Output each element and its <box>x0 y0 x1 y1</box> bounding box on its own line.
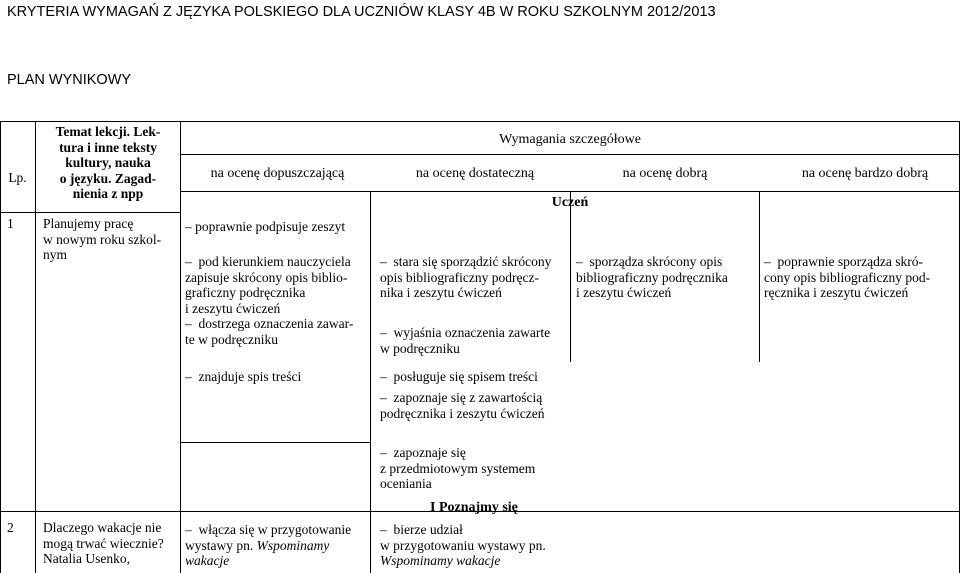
requirement-text: zapisuje skrócony opis biblio- <box>185 269 348 285</box>
requirement-item: – poprawnie sporządza skró- cony opis bibliograficzny pod- ręcznika i zeszytu ćwiczeń <box>764 254 958 301</box>
lesson-topic <box>43 520 179 567</box>
exhibition-title: wakacje <box>185 553 230 568</box>
requirement-item: – pod kierunkiem nauczyciela zapisuje skrócony opis biblio- graficzny podręcznika i zeszytu ćwiczeń – dostrzega oznaczenia zawar- te w podręczniku <box>185 254 368 347</box>
lesson-topic <box>43 216 179 263</box>
requirement-text: wyjaśnia oznaczenia zawarte <box>393 325 551 340</box>
section-heading: I Poznajmy się <box>430 500 518 515</box>
requirement-item: – znajduje spis treści <box>185 369 302 384</box>
requirement-text: stara się sporządzić skrócony <box>393 254 552 269</box>
requirement-item: – poprawnie podpisuje zeszyt <box>185 219 346 234</box>
grade-dobra: na ocenę dobrą <box>622 166 708 181</box>
requirement-item: – zapoznaje się z przedmiotowym systemem oceniania <box>380 445 568 492</box>
rule <box>759 191 760 362</box>
topic-header <box>36 124 180 202</box>
rule <box>370 191 371 573</box>
plan-heading: PLAN WYNIKOWY <box>7 72 132 88</box>
requirement-text: podręcznika i zeszytu ćwiczeń <box>380 405 545 421</box>
requirement-text: dostrzega oznaczenia zawar- <box>198 316 354 331</box>
requirement-text: bierze udział <box>393 522 463 537</box>
requirement-text: opis bibliograficzny podręcz- <box>380 269 539 285</box>
rule <box>180 442 370 443</box>
rule <box>180 154 960 155</box>
grade-dopuszczajaca: na ocenę dopuszczającą <box>210 166 345 181</box>
requirement-item: – sporządza skrócony opis bibliograficzny podręcznika i zeszytu ćwiczeń <box>576 254 756 301</box>
requirements-header: Wymagania szczegółowe <box>499 132 641 147</box>
lesson-topic-line: w nowym roku szkol- <box>43 231 162 247</box>
requirement-text: wystawy pn. <box>185 537 257 553</box>
exhibition-title: Wspominamy wakacje <box>380 553 501 568</box>
requirement-text: zapoznaje się <box>393 445 466 460</box>
rule <box>570 191 571 362</box>
requirement-text: w podręczniku <box>380 340 460 356</box>
requirement-text: bibliograficzny podręcznika <box>576 269 728 285</box>
topic-header-line: Temat lekcji. Lek- <box>55 124 161 139</box>
lesson-topic-line: Dlaczego wakacje nie <box>43 520 162 535</box>
lp-header: Lp. <box>8 170 27 185</box>
topic-header-line: kultury, nauka <box>65 155 151 170</box>
row-number: 2 <box>7 520 14 535</box>
requirement-text: oceniania <box>380 476 432 491</box>
row-number: 1 <box>7 216 14 231</box>
requirement-text: te w podręczniku <box>185 331 278 347</box>
exhibition-title: Wspominamy <box>256 537 330 553</box>
requirement-text: znajduje spis treści <box>198 369 302 384</box>
lesson-topic-line: nym <box>43 247 68 262</box>
rule <box>0 121 1 573</box>
topic-header-line: nienia z npp <box>72 186 144 201</box>
requirement-text: i zeszytu ćwiczeń <box>185 300 281 316</box>
lesson-topic-line: Natalia Usenko, <box>43 551 130 566</box>
lesson-topic-line: Planujemy pracę <box>43 216 134 231</box>
requirement-text: w przygotowaniu wystawy pn. <box>380 537 546 553</box>
requirement-text: poprawnie podpisuje zeszyt <box>195 219 346 234</box>
requirement-text: z przedmiotowym systemem <box>380 460 536 476</box>
requirement-text: poprawnie sporządza skró- <box>777 254 923 269</box>
requirement-item: – włącza się w przygotowanie wystawy pn. Wspominamy wakacje <box>185 522 368 569</box>
topic-header-line: o języku. Zagad- <box>59 170 157 186</box>
grade-bardzo-dobra: na ocenę bardzo dobrą <box>801 166 929 181</box>
topic-header-line: tura i inne teksty <box>59 139 157 155</box>
requirement-item: – stara się sporządzić skrócony opis bibliograficzny podręcz- nika i zeszytu ćwiczeń <box>380 254 568 301</box>
requirement-text: pod kierunkiem nauczyciela <box>198 254 351 269</box>
rule <box>180 121 181 573</box>
requirement-text: nika i zeszytu ćwiczeń <box>380 285 502 300</box>
requirement-text: włącza się w przygotowanie <box>198 522 352 537</box>
requirement-text: cony opis bibliograficzny pod- <box>764 269 931 285</box>
requirement-item: – zapoznaje się z zawartością podręcznika i zeszytu ćwiczeń <box>380 390 568 421</box>
requirement-text: posługuje się spisem treści <box>393 369 538 384</box>
rule <box>0 212 180 213</box>
document-title: KRYTERIA WYMAGAŃ Z JĘZYKA POLSKIEGO DLA UCZNIÓW KLASY 4B W ROKU SZKOLNYM 2012/2013 <box>7 4 716 20</box>
requirement-text: zapoznaje się z zawartością <box>393 390 543 405</box>
requirement-text: i zeszytu ćwiczeń <box>576 285 672 300</box>
requirement-item: – wyjaśnia oznaczenia zawarte w podręczniku <box>380 325 568 356</box>
requirement-item: – bierze udział w przygotowaniu wystawy pn. Wspominamy wakacje <box>380 522 568 569</box>
student-header: Uczeń <box>551 195 589 210</box>
requirement-text: graficzny podręcznika <box>185 285 306 300</box>
requirement-item: – posługuje się spisem treści <box>380 369 538 384</box>
requirement-text: ręcznika i zeszytu ćwiczeń <box>764 285 909 300</box>
grade-dostateczna: na ocenę dostateczną <box>415 166 535 181</box>
requirement-text: sporządza skrócony opis <box>589 254 723 269</box>
lesson-topic-line: mogą trwać wiecznie? <box>43 535 164 551</box>
rule <box>0 121 960 122</box>
